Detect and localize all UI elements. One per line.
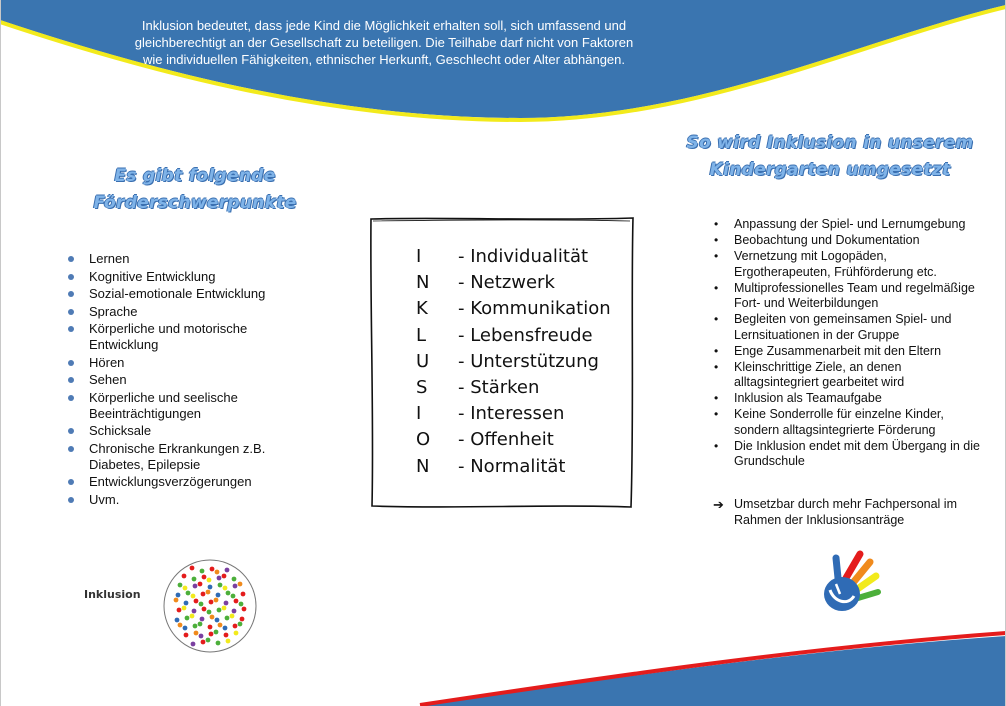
- bullet-dot-icon: [68, 360, 74, 366]
- bullet-dot-icon: [68, 326, 74, 332]
- foerderschwerpunkt-item: [66, 304, 316, 320]
- acrostic-letter: K: [416, 298, 428, 320]
- umsetzung-item: [713, 344, 983, 360]
- umsetzung-text: Inklusion als Teamaufgabe: [734, 391, 882, 405]
- umsetzung-text: Kleinschrittige Ziele, an denen alltagsintegriert gearbeitet wird: [734, 359, 905, 389]
- umsetzung-item: [713, 391, 983, 407]
- acrostic-word: - Interessen: [458, 403, 565, 425]
- bullet-dot-icon: [68, 395, 74, 401]
- umsetzung-item: [713, 233, 983, 249]
- bullet-dot-icon: •: [714, 391, 719, 405]
- foerderschwerpunkt-text: Sprache: [89, 303, 138, 319]
- bullet-dot-icon: [68, 309, 74, 315]
- foerderschwerpunkt-item: [66, 492, 316, 508]
- foerderschwerpunkt-text: Körperliche und seelische Beeinträchtigungen: [89, 389, 238, 421]
- acrostic-letter: N: [416, 455, 430, 477]
- foerderschwerpunkt-item: [66, 269, 316, 285]
- bottom-blue-wave: [420, 636, 1006, 706]
- acrostic-word: - Individualität: [458, 246, 589, 267]
- bullet-dot-icon: [68, 256, 74, 262]
- bullet-dot-icon: •: [714, 233, 719, 247]
- acrostic-word: - Netzwerk: [458, 272, 555, 294]
- foerderschwerpunkt-text: Uvm.: [89, 491, 120, 507]
- umsetzung-item: [713, 249, 983, 280]
- acrostic-letter: L: [416, 324, 427, 346]
- foerderschwerpunkt-item: [66, 474, 316, 490]
- bullet-dot-icon: [68, 497, 74, 503]
- bullet-dot-icon: •: [714, 249, 719, 263]
- umsetzung-item: [713, 360, 983, 391]
- acrostic-word: - Unterstützung: [458, 350, 599, 372]
- bullet-dot-icon: •: [714, 217, 719, 231]
- foerderschwerpunkt-item: [66, 286, 316, 302]
- acrostic-letter: N: [416, 272, 430, 294]
- acrostic-letter: S: [416, 376, 428, 398]
- bullet-dot-icon: [68, 291, 74, 297]
- foerderschwerpunkt-item: [66, 321, 316, 353]
- foerderschwerpunkt-text: Chronische Erkrankungen z.B. Diabetes, Epilepsie: [89, 440, 266, 472]
- foerderschwerpunkt-text: Körperliche und motorische Entwicklung: [89, 321, 248, 352]
- umsetzung-item: [713, 217, 983, 233]
- bullet-dot-icon: [68, 274, 74, 280]
- bullet-dot-icon: •: [714, 359, 719, 374]
- bullet-dot-icon: [68, 446, 74, 452]
- bullet-dot-icon: [68, 479, 74, 485]
- foerderschwerpunkt-item: [66, 441, 316, 473]
- acrostic-word: - Normalität: [458, 455, 566, 477]
- foerderschwerpunkt-text: Schicksale: [89, 423, 152, 438]
- intro-text: Inklusion bedeutet, dass jede Kind die Möglichkeit erhalten soll, sich umfassend und gleichberechtigt an der Gesellschaft zu beteiligen. Die Teilhabe darf nicht von Faktoren wie individuellen Fähigkeiten, ethnischer Herkunft, Geschlecht oder Alter abhängen.: [134, 18, 634, 67]
- acrostic-word: - Kommunikation: [458, 298, 611, 320]
- umsetzung-text: Die Inklusion endet mit dem Übergang in die Grundschule: [734, 438, 980, 468]
- bullet-dot-icon: •: [714, 438, 719, 453]
- colored-dots-circle-icon: [160, 558, 260, 654]
- page-border-left: [0, 0, 1, 706]
- foerderschwerpunkt-text: Hören: [89, 354, 125, 370]
- foerderschwerpunkt-text: Kognitive Entwicklung: [89, 268, 216, 284]
- bullet-dot-icon: •: [714, 280, 719, 295]
- foerderschwerpunkt-text: Sehen: [89, 372, 127, 387]
- acrostic-word: - Offenheit: [458, 429, 554, 451]
- fachpersonal-note: [713, 497, 983, 528]
- umsetzung-item: [713, 439, 983, 470]
- umsetzung-item: [713, 281, 983, 312]
- umsetzung-text: Keine Sonderrolle für einzelne Kinder, sondern alltagsintegrierte Förderung: [734, 407, 944, 437]
- bullet-dot-icon: [68, 377, 74, 383]
- foerderschwerpunkt-item: [66, 372, 316, 388]
- umsetzung-item: [713, 407, 983, 438]
- umsetzung-list: [713, 217, 983, 470]
- bullet-dot-icon: [68, 428, 74, 434]
- foerderschwerpunkt-item: [66, 423, 316, 439]
- bullet-dot-icon: •: [714, 407, 719, 421]
- left-heading: Es gibt folgende Förderschwerpunkte: [93, 166, 297, 213]
- right-heading: So wird Inklusion in unserem Kindergarten umgesetzt: [686, 133, 974, 180]
- foerderschwerpunkt-text: Entwicklungsverzögerungen: [89, 474, 252, 489]
- acrostic-letter: U: [416, 350, 430, 372]
- right-arrow-icon: ➔: [713, 497, 724, 512]
- umsetzung-text: Anpassung der Spiel- und Lernumgebung: [734, 217, 966, 231]
- bullet-dot-icon: •: [714, 343, 719, 358]
- foerderschwerpunkt-text: Lernen: [89, 251, 130, 266]
- acrostic-letter: I: [416, 246, 422, 267]
- acrostic-word: - Stärken: [458, 376, 540, 398]
- acrostic-letter: I: [416, 403, 422, 425]
- bullet-dot-icon: •: [714, 312, 719, 326]
- umsetzung-text: Begleiten von gemeinsamen Spiel- und Lernsituationen in der Gruppe: [734, 312, 952, 342]
- umsetzung-text: Beobachtung und Dokumentation: [734, 233, 920, 247]
- umsetzung-item: [713, 312, 983, 343]
- foerderschwerpunkt-item: [66, 390, 316, 422]
- colorful-hand-icon: [816, 548, 882, 616]
- acrostic-letter: O: [416, 429, 431, 451]
- acrostic-word: - Lebensfreude: [458, 324, 593, 346]
- inklusion-logo-label: Inklusion: [84, 588, 141, 601]
- foerderschwerpunkt-text: Sozial-emotionale Entwicklung: [89, 286, 266, 301]
- umsetzung-text: Multiprofessionelles Team und regelmäßige Fort- und Weiterbildungen: [734, 280, 975, 310]
- foerderschwerpunkte-list: [66, 251, 316, 509]
- foerderschwerpunkt-item: [66, 355, 316, 371]
- foerderschwerpunkt-item: [66, 251, 316, 267]
- umsetzung-text: Vernetzung mit Logopäden, Ergotherapeuten, Frühförderung etc.: [734, 249, 937, 279]
- fachpersonal-note-text: Umsetzbar durch mehr Fachpersonal im Rahmen der Inklusionsanträge: [734, 497, 957, 527]
- umsetzung-text: Enge Zusammenarbeit mit den Eltern: [734, 343, 942, 358]
